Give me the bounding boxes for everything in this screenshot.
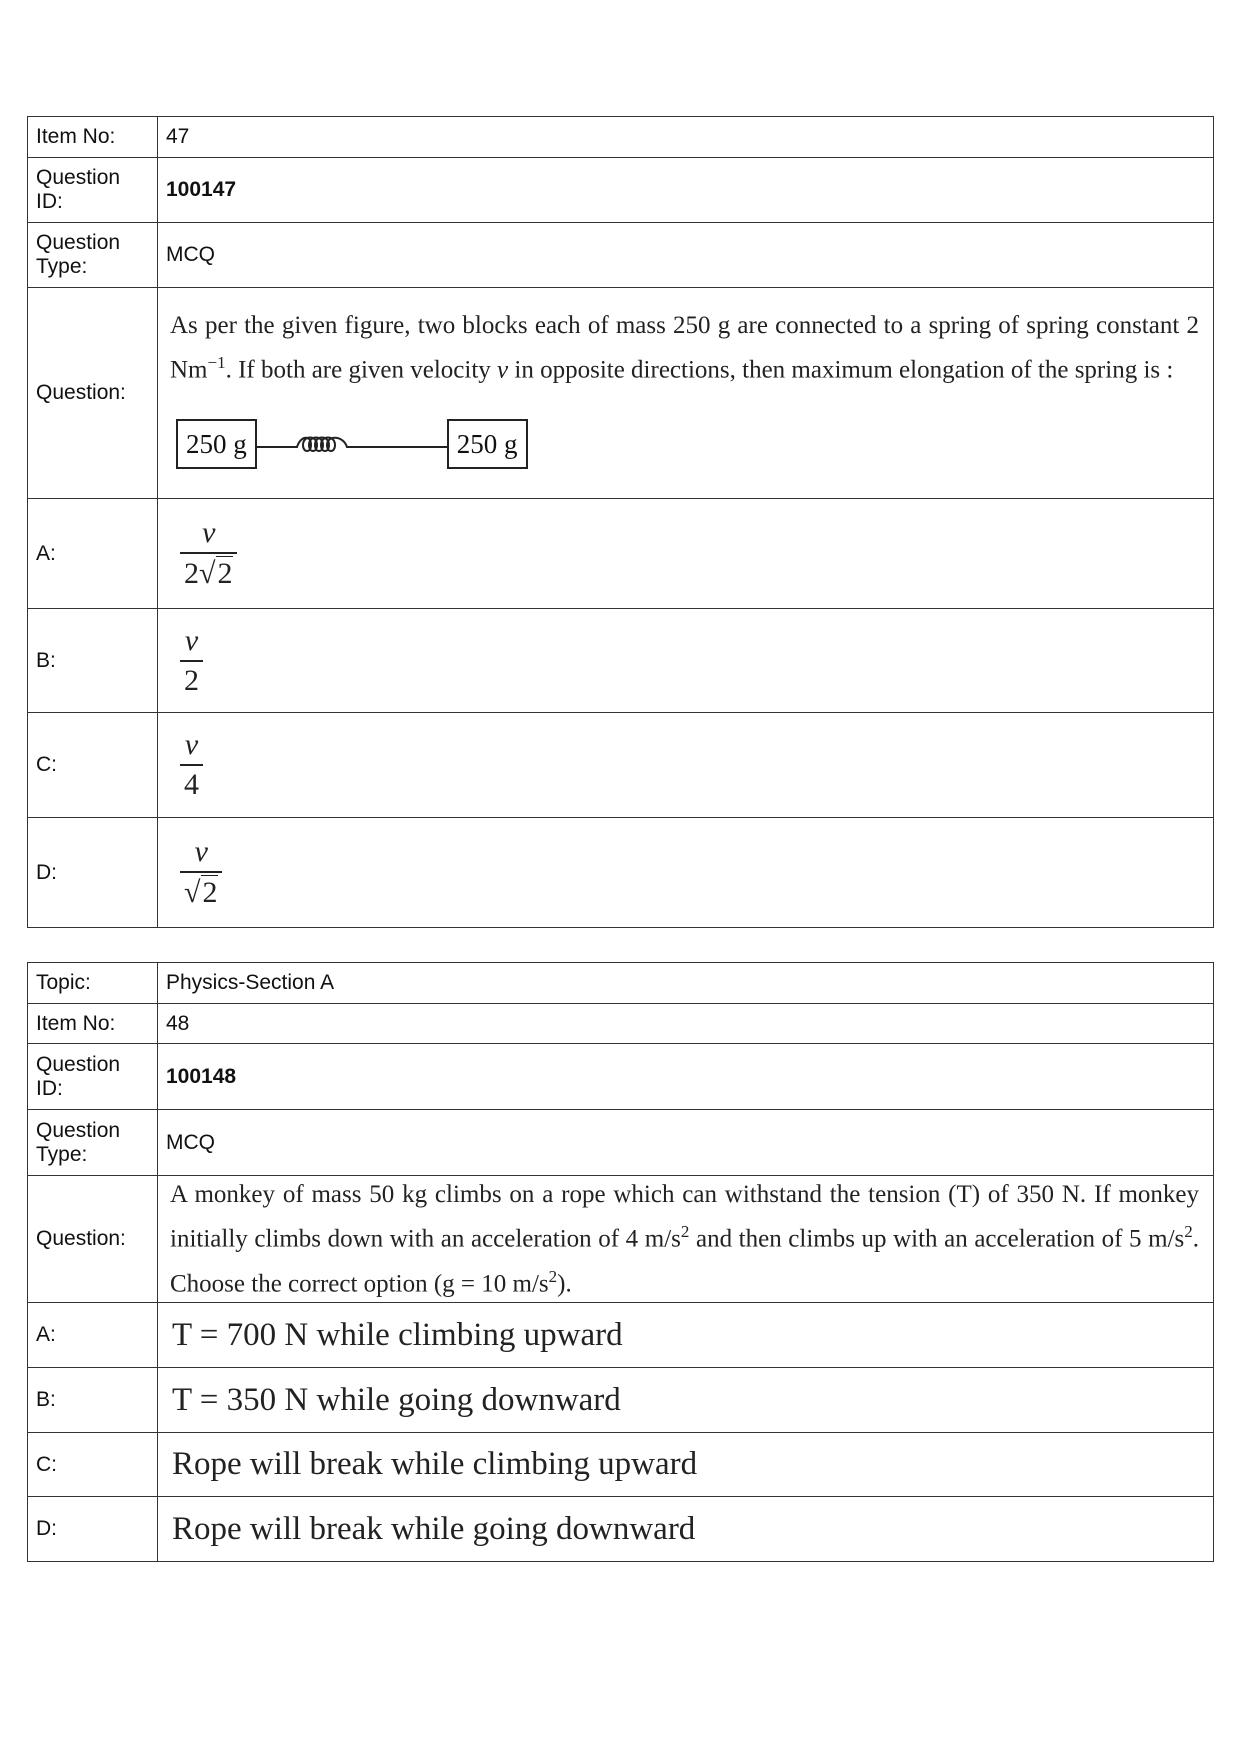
item-no-row [28,117,1214,158]
coefficient: 2 [184,557,199,590]
item-no-value: 48 [158,1004,1214,1044]
option-b-content[interactable] [158,609,1214,713]
question-superscript: −1 [207,353,226,373]
question-type-label: Question Type: [28,1110,158,1176]
option-b-text: T = 350 N while going downward [172,1381,621,1418]
option-label: B: [28,609,158,713]
option-label: C: [28,1433,158,1497]
item-no-label: Item No: [28,117,158,158]
topic-value: Physics-Section A [158,963,1214,1004]
option-d-content[interactable] [158,818,1214,928]
question-id-label: Question ID: [28,158,158,223]
option-c-content[interactable] [158,713,1214,818]
spring-block-figure [176,419,1205,473]
question-text [166,301,1205,388]
question-type-row [28,1110,1214,1176]
question-label: Question: [28,1176,158,1303]
option-label: D: [28,1497,158,1562]
option-c-fraction [180,728,203,802]
question-body [158,288,1214,499]
question-row [28,288,1214,499]
item-no-value: 47 [158,117,1214,158]
option-b-content[interactable] [158,1368,1214,1433]
option-row-b[interactable] [28,1368,1214,1433]
question-47-table [27,116,1214,928]
question-text-part: . If both are given velocity [225,356,498,384]
question-text-part: A monkey of mass 50 kg climbs on a rope which can withstand the tension (T) of 350 N. If monkey initially climbs down with an acceleration of 4 m/s [170,1181,1199,1253]
question-type-value: MCQ [158,223,1214,288]
option-d-fraction [180,835,222,910]
superscript: 2 [548,1266,558,1286]
question-text-part: and then climbs up with an acceleration of 5 m/s [689,1225,1185,1253]
question-text [166,1176,1205,1302]
spring-icon [257,429,447,459]
question-48-table [27,962,1214,1562]
option-row-d[interactable] [28,818,1214,928]
block-left: 250 g [176,419,257,469]
fraction-numerator: v [184,728,199,761]
option-d-text: Rope will break while going downward [172,1510,696,1547]
option-row-a[interactable] [28,1303,1214,1368]
question-text-part: As per the given figure, two blocks each of mass 250 g are connected to a spring of spring constant 2 Nm [170,312,1199,384]
item-no-row [28,1004,1214,1044]
question-id-label: Question ID: [28,1044,158,1110]
option-c-text: Rope will break while climbing upward [172,1446,698,1482]
superscript: 2 [1184,1222,1193,1242]
superscript: 2 [680,1222,690,1242]
question-variable: v [497,356,509,384]
radical-sign: √ [184,876,201,909]
option-row-a[interactable] [28,499,1214,609]
option-c-content[interactable] [158,1433,1214,1497]
question-id-row [28,1044,1214,1110]
question-text-part: . Choose the correct option (g = 10 m/s [170,1225,1200,1297]
question-label: Question: [28,288,158,499]
radicand: 2 [217,557,233,590]
option-label: A: [28,1303,158,1368]
option-label: B: [28,1368,158,1433]
question-text-part: in opposite directions, then maximum elongation of the spring is : [508,356,1174,384]
option-d-content[interactable] [158,1497,1214,1562]
fraction-denominator: 4 [180,764,203,802]
question-id-value: 100147 [158,158,1214,223]
fraction-numerator: v [194,835,208,868]
fraction-denominator [180,871,222,910]
question-id-value: 100148 [158,1044,1214,1110]
option-a-fraction [180,516,237,591]
radical-sign: √ [199,557,216,590]
question-row [28,1176,1214,1303]
option-b-fraction [180,624,203,698]
question-text-part: ). [557,1269,572,1297]
fraction-numerator: v [184,623,199,657]
radicand: 2 [202,876,218,909]
fraction-numerator: v [202,516,216,549]
option-row-c[interactable] [28,1433,1214,1497]
question-type-value: MCQ [158,1110,1214,1176]
question-type-row [28,223,1214,288]
question-id-row [28,158,1214,223]
question-body [158,1176,1214,1303]
option-row-c[interactable] [28,713,1214,818]
option-a-content[interactable] [158,1303,1214,1368]
topic-label: Topic: [28,963,158,1004]
option-label: A: [28,499,158,609]
option-a-content[interactable] [158,499,1214,609]
topic-row [28,963,1214,1004]
question-type-label: Question Type: [28,223,158,288]
block-right: 250 g [447,419,528,469]
item-no-label: Item No: [28,1004,158,1044]
fraction-denominator [180,552,237,591]
fraction-denominator: 2 [180,660,203,698]
option-label: D: [28,818,158,928]
option-row-b[interactable] [28,609,1214,713]
option-row-d[interactable] [28,1497,1214,1562]
option-a-text: T = 700 N while climbing upward [172,1316,623,1353]
option-label: C: [28,713,158,818]
